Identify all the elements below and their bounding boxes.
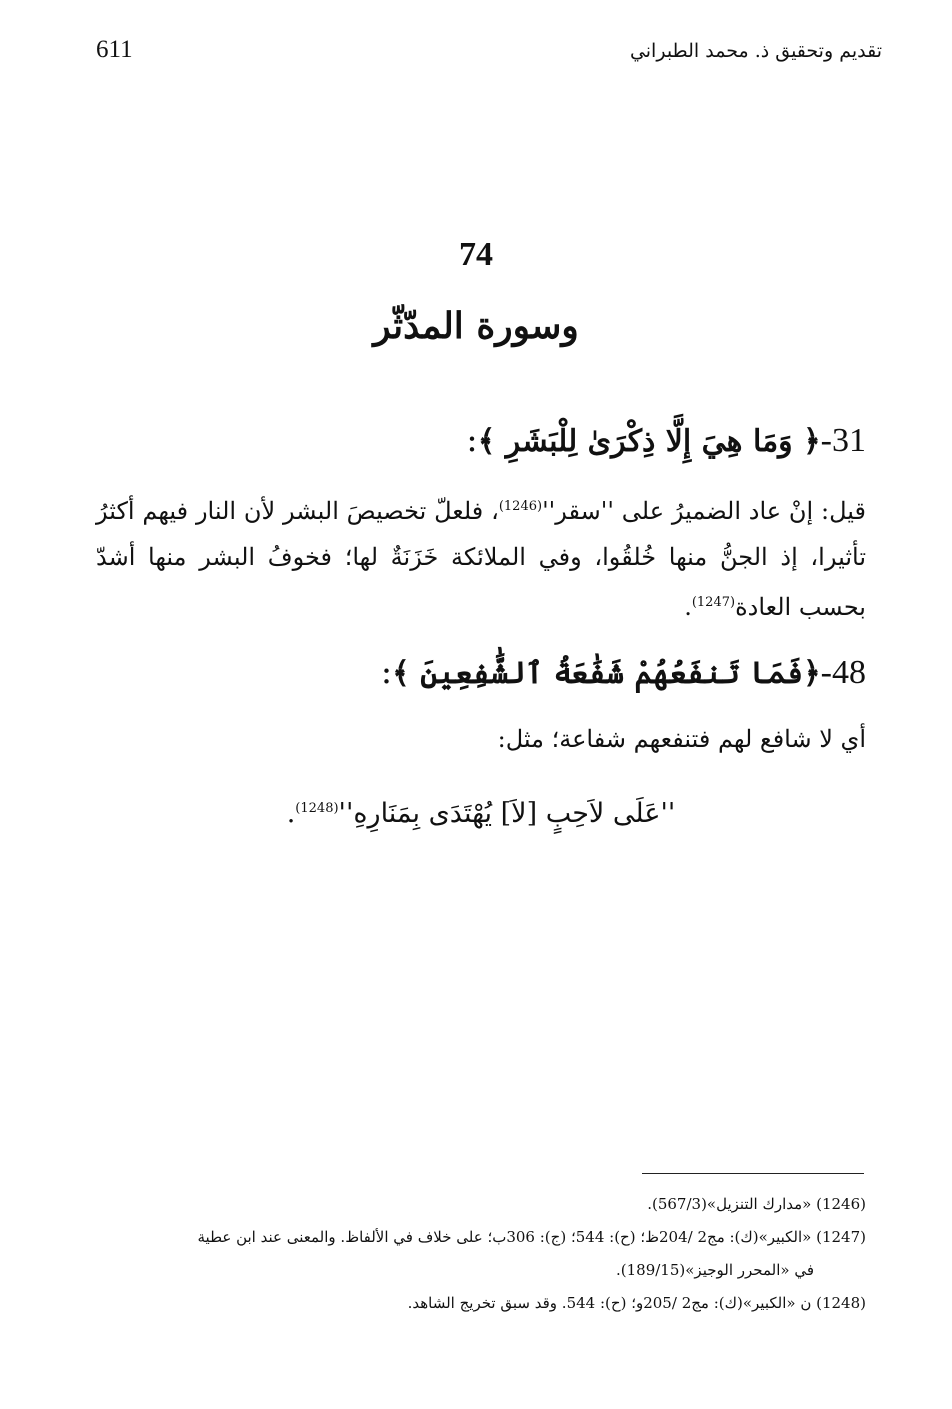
quote-end: . xyxy=(286,798,296,829)
main-content xyxy=(96,412,866,864)
verse-suffix: : xyxy=(380,652,393,692)
paragraph-text: . xyxy=(684,593,692,621)
verse-heading-48 xyxy=(96,644,866,702)
footnote-1247: (1247) «الكبير»(ك): مج2 /204ظ؛ (ح): 544؛ (ج): 306ب؛ على خلاف في الألفاظ. والمعنى عند ابن عطية xyxy=(197,1228,866,1246)
verse-number: 48- xyxy=(820,654,866,691)
verse-text: ﴿ وَمَا هِيَ إِلَّا ذِكْرَىٰ لِلْبَشَرِ ﴾ xyxy=(477,424,821,459)
commentary-paragraph xyxy=(96,484,866,630)
surah-number: 74 xyxy=(459,236,493,273)
footnote-1248: (1248) ن «الكبير»(ك): مج2 /205و؛ (ح): 544. وقد سبق تخريج الشاهد. xyxy=(407,1294,866,1312)
verse-number: 31- xyxy=(820,422,866,459)
footnotes xyxy=(96,1188,866,1320)
verse-suffix: : xyxy=(466,420,478,460)
footnote-ref-1248[interactable]: (1248) xyxy=(295,801,339,816)
footnote-ref-1246[interactable]: (1246) xyxy=(498,499,543,514)
verse-heading-31 xyxy=(96,412,866,470)
commentary-paragraph: أي لا شافع لهم فتنفعهم شفاعة؛ مثل: xyxy=(497,725,866,753)
footnote-separator xyxy=(642,1173,864,1174)
verse-text: ﴿فَمَا تَنفَعُهُمْ شَفَٰعَةُ ٱلشَّٰفِعِينَ ﴾ xyxy=(392,656,821,691)
footnote-1246: (1246) «مدارك التنزيل»(567/3). xyxy=(647,1195,866,1213)
poetry-quote xyxy=(96,786,866,837)
surah-title: وسورة المدّثّر xyxy=(373,305,579,347)
paragraph-text: ، فلعلّ تخصيصَ البشر لأن النار فيهم أكثرُ تأثيرا، إذ الجنُّ منها خُلقُوا، وفي الملائكة خَزَنَةٌ لها؛ فخوفُ البشر منها أشدّ بحسب العادة xyxy=(96,497,866,621)
footnote-1247-continued: في «المحرر الوجيز»(189/15). xyxy=(616,1261,814,1279)
quote-text: ''عَلَى لاَحِبٍ [لاَ] يُهْتَدَى بِمَنَارِهِ'' xyxy=(338,798,676,829)
page-header xyxy=(96,36,882,70)
footnote-ref-1247[interactable]: (1247) xyxy=(691,595,736,610)
page-number: 611 xyxy=(96,36,133,63)
paragraph-text: قيل: إنْ عاد الضميرُ على ''سقر'' xyxy=(542,497,866,525)
running-title: تقديم وتحقيق ذ. محمد الطبراني xyxy=(629,40,882,62)
